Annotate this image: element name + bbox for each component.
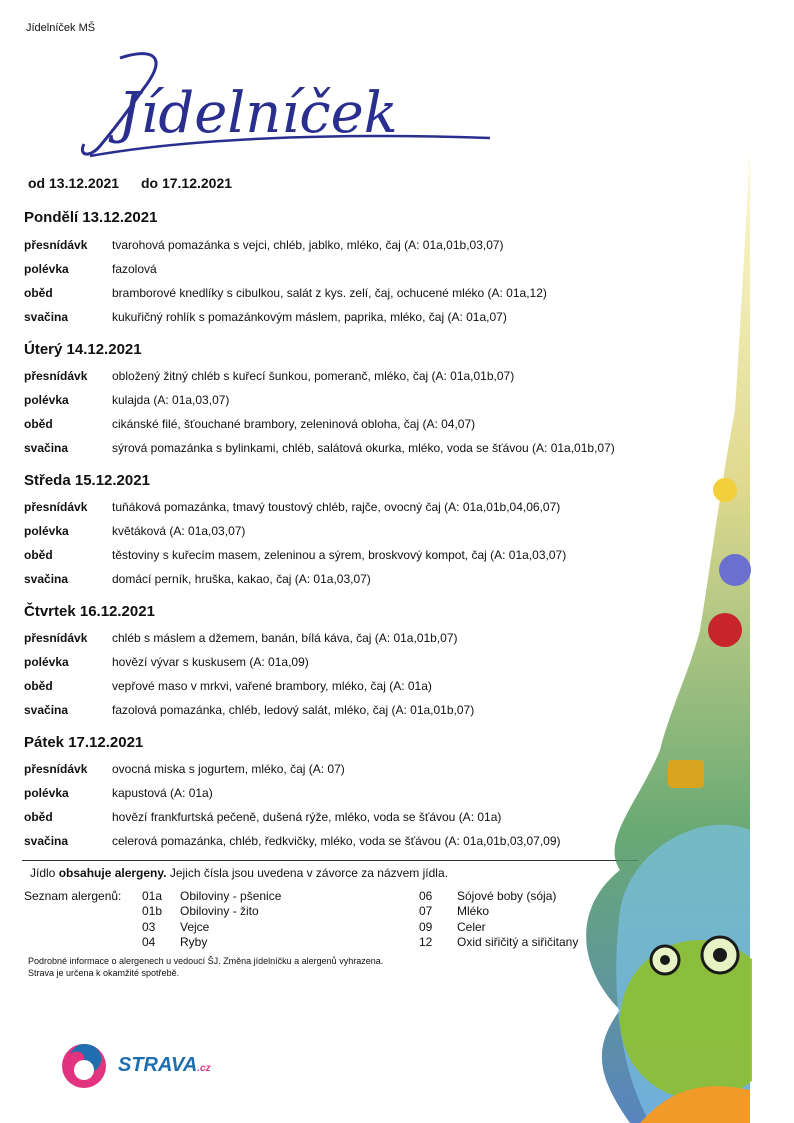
meal-dish: tvarohová pomazánka s vejci, chléb, jablko, mléko, čaj (A: 01a,01b,03,07) xyxy=(112,238,504,252)
meal-row xyxy=(24,703,474,717)
meal-type: oběd xyxy=(24,810,53,824)
christmas-illustration xyxy=(560,150,752,1123)
meal-row xyxy=(24,310,507,324)
allergen-name: Oxid siřičitý a siřičitany xyxy=(457,935,579,949)
meal-row xyxy=(24,417,475,431)
meal-dish: tuňáková pomazánka, tmavý toustový chléb, rajče, ovocný čaj (A: 01a,01b,04,06,07) xyxy=(112,500,561,514)
footnotes xyxy=(28,955,383,979)
meal-row xyxy=(24,655,309,669)
meal-dish: vepřové maso v mrkvi, vařené brambory, mléko, čaj (A: 01a) xyxy=(112,679,432,693)
meal-row xyxy=(24,262,157,276)
allergen-item xyxy=(419,935,578,949)
header-label: Jídelníček MŠ xyxy=(26,22,96,34)
meal-row xyxy=(24,834,561,848)
day-title: Pátek 17.12.2021 xyxy=(24,734,144,751)
title-logo xyxy=(60,48,500,168)
meal-dish: chléb s máslem a džemem, banán, bílá káva, čaj (A: 01a,01b,07) xyxy=(112,631,458,645)
allergen-code: 07 xyxy=(419,904,433,918)
meal-type: oběd xyxy=(24,679,53,693)
meal-dish: obložený žitný chléb s kuřecí šunkou, pomeranč, mléko, čaj (A: 01a,01b,07) xyxy=(112,369,515,383)
meal-type: oběd xyxy=(24,286,53,300)
allergen-item xyxy=(419,889,556,903)
day-title: Středa 15.12.2021 xyxy=(24,472,150,489)
meal-type: přesnídávk xyxy=(24,238,88,252)
meal-type: přesnídávk xyxy=(24,500,88,514)
allergen-item xyxy=(142,935,207,949)
allergen-item xyxy=(142,889,281,903)
meal-type: polévka xyxy=(24,393,69,407)
logo-text xyxy=(118,1054,211,1077)
allergen-list-label: Seznam alergenů: xyxy=(24,889,122,903)
allergen-item xyxy=(419,904,489,918)
meal-row xyxy=(24,238,504,252)
allergen-code: 12 xyxy=(419,935,433,949)
meal-row xyxy=(24,548,566,562)
allergen-name: Vejce xyxy=(180,920,210,934)
meal-type: svačina xyxy=(24,310,69,324)
meal-type: svačina xyxy=(24,834,69,848)
allergen-name: Sójové boby (sója) xyxy=(457,889,557,903)
strava-logo-icon xyxy=(58,1040,110,1092)
title-text: Jídelníček xyxy=(118,81,398,146)
meal-dish: sýrová pomazánka s bylinkami, chléb, salátová okurka, mléko, voda se šťávou (A: 01a,01b,07) xyxy=(112,441,615,455)
meal-dish: těstoviny s kuřecím masem, zeleninou a sýrem, broskvový kompot, čaj (A: 01a,03,07) xyxy=(112,548,567,562)
meal-row xyxy=(24,631,458,645)
allergen-note xyxy=(30,866,448,880)
date-to: do 17.12.2021 xyxy=(140,175,233,191)
footnote-line: Strava je určena k okamžité spotřebě. xyxy=(28,968,180,978)
allergen-code: 09 xyxy=(419,920,433,934)
meal-row xyxy=(24,393,229,407)
meal-type: polévka xyxy=(24,786,69,800)
meal-dish: kulajda (A: 01a,03,07) xyxy=(112,393,230,407)
meal-row xyxy=(24,524,245,538)
day-title: Pondělí 13.12.2021 xyxy=(24,209,158,226)
allergen-code: 03 xyxy=(142,920,156,934)
meal-dish: květáková (A: 01a,03,07) xyxy=(112,524,246,538)
allergen-code: 01a xyxy=(142,889,163,903)
meal-dish: fazolová xyxy=(112,262,157,276)
meal-type: svačina xyxy=(24,703,69,717)
meal-dish: fazolová pomazánka, chléb, ledový salát, mléko, čaj (A: 01a,01b,07) xyxy=(112,703,475,717)
meal-dish: hovězí vývar s kuskusem (A: 01a,09) xyxy=(112,655,309,669)
allergen-item xyxy=(142,904,259,918)
meal-dish: cikánské filé, šťouchané brambory, zeleninová obloha, čaj (A: 04,07) xyxy=(112,417,476,431)
meal-row xyxy=(24,572,371,586)
logo-suffix: .cz xyxy=(197,1063,211,1074)
meal-row xyxy=(24,500,560,514)
date-range xyxy=(28,175,250,191)
meal-dish: domácí perník, hruška, kakao, čaj (A: 01a,03,07) xyxy=(112,572,371,586)
allergen-note-bold: obsahuje alergeny. xyxy=(58,866,167,880)
allergen-note-lead: Jídlo xyxy=(30,866,59,880)
meal-dish: kukuřičný rohlík s pomazánkovým máslem, paprika, mléko, čaj (A: 01a,07) xyxy=(112,310,507,324)
meal-type: přesnídávk xyxy=(24,369,88,383)
meal-row xyxy=(24,810,501,824)
allergen-code: 06 xyxy=(419,889,433,903)
meal-type: přesnídávk xyxy=(24,762,88,776)
divider xyxy=(22,860,638,861)
footnote-line: Podrobné informace o alergenech u vedoucí ŠJ. Změna jídelníčku a alergenů vyhrazena. xyxy=(28,956,384,966)
meal-dish: kapustová (A: 01a) xyxy=(112,786,213,800)
allergen-code: 01b xyxy=(142,904,163,918)
day-title: Čtvrtek 16.12.2021 xyxy=(24,603,155,620)
day-title: Úterý 14.12.2021 xyxy=(24,341,142,358)
meal-type: polévka xyxy=(24,262,69,276)
allergen-name: Ryby xyxy=(180,935,208,949)
meal-type: polévka xyxy=(24,524,69,538)
meal-dish: bramborové knedlíky s cibulkou, salát z kys. zelí, čaj, ochucené mléko (A: 01a,12) xyxy=(112,286,547,300)
meal-row xyxy=(24,441,615,455)
meal-row xyxy=(24,369,514,383)
allergen-code: 04 xyxy=(142,935,156,949)
allergen-item xyxy=(142,920,209,934)
meal-row xyxy=(24,786,213,800)
meal-type: přesnídávk xyxy=(24,631,88,645)
meal-type: oběd xyxy=(24,548,53,562)
meal-row xyxy=(24,286,547,300)
date-from: od 13.12.2021 xyxy=(28,175,120,191)
logo-wordmark: STRAVA xyxy=(118,1054,198,1076)
meal-type: svačina xyxy=(24,441,69,455)
allergen-note-rest: Jejich čísla jsou uvedena v závorce za názvem jídla. xyxy=(166,866,448,880)
allergen-name: Mléko xyxy=(457,904,490,918)
allergen-name: Obiloviny - žito xyxy=(180,904,259,918)
allergen-item xyxy=(419,920,486,934)
meal-dish: hovězí frankfurtská pečeně, dušená rýže, mléko, voda se šťávou (A: 01a) xyxy=(112,810,502,824)
meal-dish: ovocná miska s jogurtem, mléko, čaj (A: 07) xyxy=(112,762,345,776)
meal-dish: celerová pomazánka, chléb, ředkvičky, mléko, voda se šťávou (A: 01a,01b,03,07,09) xyxy=(112,834,561,848)
allergen-name: Obiloviny - pšenice xyxy=(180,889,282,903)
meal-type: oběd xyxy=(24,417,53,431)
meal-row xyxy=(24,762,345,776)
meal-row xyxy=(24,679,432,693)
allergen-name: Celer xyxy=(457,920,486,934)
meal-type: svačina xyxy=(24,572,69,586)
meal-type: polévka xyxy=(24,655,69,669)
